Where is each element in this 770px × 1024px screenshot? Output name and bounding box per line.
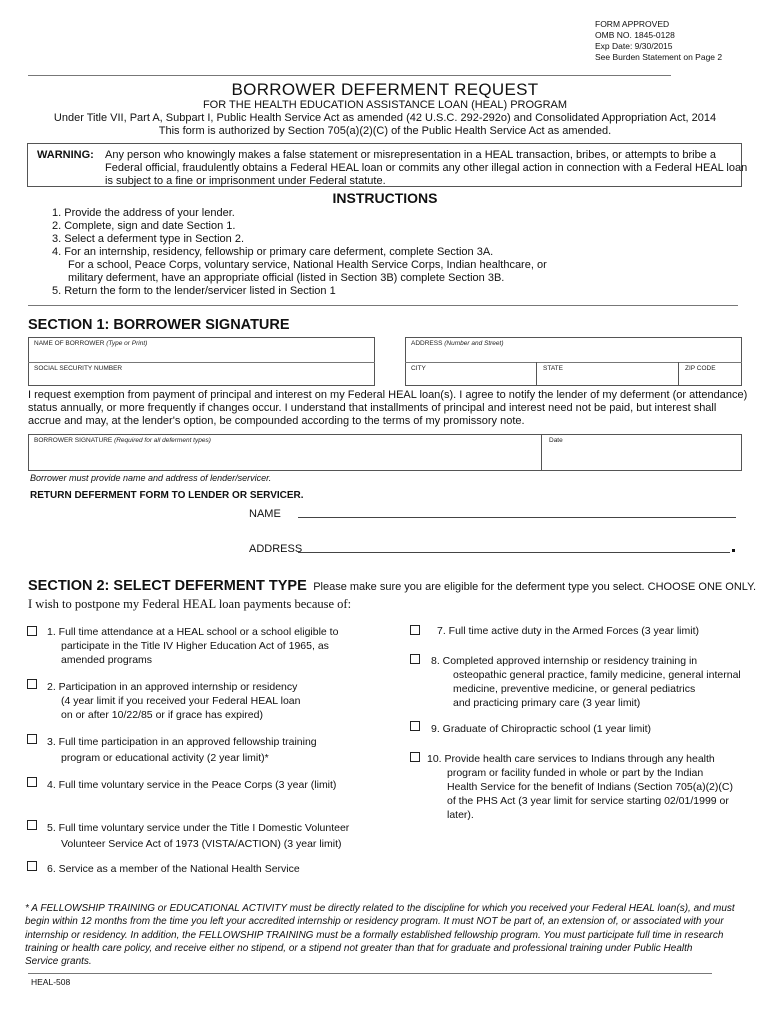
- signature-hint: (Required for all deferment types): [114, 437, 211, 444]
- date-field[interactable]: [541, 435, 543, 471]
- deferment-option-3-checkbox[interactable]: [27, 734, 37, 744]
- deferment-option-7: 7. Full time active duty in the Armed Forces (3 year limit): [437, 625, 700, 637]
- fellowship-footnote: * A FELLOWSHIP TRAINING or EDUCATIONAL ACTIVITY must be directly related to the discipline for which you received your Federal HEAL loan(s), and must begin within 12 months from the time you left your accredited internship or residency program. It must NOT be part of, an extension of, or associated with your internship or residency. In addition, the FELLOWSHIP TRAINING must be a formally established fellowship program. You must participate full time in research training or health care policy, and receive either no stipend, or a stipend not greater than that for graduate and professional training under Public Health Service grants.: [25, 903, 735, 968]
- footer-divider: [28, 973, 712, 974]
- borrower-name-field[interactable]: [28, 337, 375, 386]
- authority-line-1: Under Title VII, Part A, Subpart I, Public Health Service Act as amended (42 U.S.C. 292-292o) and Consolidated Appropriation Act, 2014: [53, 112, 717, 124]
- deferment-option-6-checkbox[interactable]: [27, 861, 37, 871]
- borrower-name-hint: (Type or Print): [106, 340, 148, 347]
- warning-text: Any person who knowingly makes a false statement or misrepresentation in a HEAL transaction, bribes, or attempts to bribe a Federal official, fraudulently obtains a Federal HEAL loan or commits any other illegal action in connection with a Federal HEAL loan is subject to a fine or imprisonment under Federal statute.: [105, 149, 748, 187]
- borrower-name-label: NAME OF BORROWER: [34, 340, 105, 347]
- ssn-label: SOCIAL SECURITY NUMBER: [34, 365, 123, 372]
- form-header-info: [595, 19, 722, 63]
- form-id: HEAL-508: [31, 977, 71, 987]
- deferment-option-4: 4. Full time voluntary service in the Peace Corps (3 year (limit): [47, 779, 337, 791]
- field-divider: [28, 362, 375, 363]
- deferment-option-5-checkbox[interactable]: [27, 820, 37, 830]
- lender-address-label: ADDRESS: [249, 543, 303, 555]
- expiration-date: Exp Date: 9/30/2015: [595, 41, 673, 51]
- instruction-item: military deferment, have an appropriate official (listed in Section 3B) complete Section 3B.: [68, 272, 505, 284]
- form-approved-text: FORM APPROVED: [595, 19, 670, 29]
- omb-number: OMB NO. 1845-0128: [595, 30, 675, 40]
- deferment-option-6: 6. Service as a member of the National Health Service: [47, 863, 300, 875]
- deferment-option-10: 10. Provide health care services to Indians through any health program or facility funded in whole or part by the Indian Health Service for the benefit of Indians (Section 705(a)(2)(C) of the PHS Act (3 year limit for service starting 02/01/1999 or later).: [427, 753, 733, 821]
- address-hint: (Number and Street): [444, 340, 504, 347]
- lender-address-input[interactable]: [298, 552, 730, 553]
- deferment-option-7-checkbox[interactable]: [410, 625, 420, 635]
- instructions-list: [52, 207, 547, 298]
- deferment-option-8: 8. Completed approved internship or residency training in osteopathic general practice, family medicine, general internal medicine, preventive medicine, or general pediatrics and practicing primary care (3 year limit): [431, 655, 741, 709]
- city-label: CITY: [411, 365, 426, 372]
- warning-label: WARNING:: [37, 149, 94, 161]
- field-divider: [405, 362, 742, 363]
- instruction-item: 2. Complete, sign and date Section 1.: [52, 220, 236, 232]
- zip-field[interactable]: [678, 362, 680, 386]
- deferment-option-9: 9. Graduate of Chiropractic school (1 year limit): [431, 723, 652, 735]
- burden-statement-ref: See Burden Statement on Page 2: [595, 52, 723, 62]
- borrower-signature-field[interactable]: [28, 434, 742, 471]
- section2-heading: [28, 577, 756, 595]
- deferment-option-5: 5. Full time voluntary service under the Title I Domestic Volunteer Volunteer Service Act of 1973 (VISTA/ACTION) (3 year limit): [47, 822, 350, 850]
- deferment-option-1-checkbox[interactable]: [27, 626, 37, 636]
- address-label: ADDRESS: [411, 340, 443, 347]
- section1-title: SECTION 1: BORROWER SIGNATURE: [28, 317, 290, 333]
- header-divider: [28, 75, 671, 76]
- page-title: BORROWER DEFERMENT REQUEST: [231, 80, 539, 99]
- instruction-item: 3. Select a deferment type in Section 2.: [52, 233, 245, 245]
- return-note: RETURN DEFERMENT FORM TO LENDER OR SERVICER.: [30, 490, 304, 501]
- lender-name-label: NAME: [249, 508, 281, 520]
- deferment-option-3: 3. Full time participation in an approved fellowship training program or educational activity (2 year limit)*: [47, 736, 317, 764]
- lender-name-input[interactable]: [298, 517, 736, 518]
- instructions-divider: [28, 305, 738, 306]
- deferment-option-4-checkbox[interactable]: [27, 777, 37, 787]
- deferment-option-2-checkbox[interactable]: [27, 679, 37, 689]
- instruction-item: For a school, Peace Corps, voluntary service, National Health Service Corps, Indian healthcare, or: [68, 259, 547, 271]
- deferment-option-8-checkbox[interactable]: [410, 654, 420, 664]
- instructions-title: INSTRUCTIONS: [332, 190, 438, 206]
- deferment-option-10-checkbox[interactable]: [410, 752, 420, 762]
- address-end-dot: [732, 549, 735, 552]
- instruction-item: 5. Return the form to the lender/servicer listed in Section 1: [52, 285, 336, 297]
- exemption-statement: I request exemption from payment of principal and interest on my Federal HEAL loan(s). I agree to notify the lender of my deferment (or attendance) status annually, or more frequently if changes occur. I understand that installments of principal and interest need not be paid, but interest shall accrue and may, at the lender's option, be compounded according to the terms of my promissory note.: [28, 389, 748, 427]
- borrower-address-field[interactable]: [405, 337, 742, 386]
- deferment-option-9-checkbox[interactable]: [410, 721, 420, 731]
- deferment-option-1: 1. Full time attendance at a HEAL school or a school eligible to participate in the Title IV Higher Education Act of 1965, as amended programs: [47, 626, 339, 666]
- section2-prompt: I wish to postpone my Federal HEAL loan payments because of:: [28, 597, 352, 611]
- instruction-item: 1. Provide the address of your lender.: [52, 207, 235, 219]
- date-label: Date: [549, 437, 563, 444]
- instruction-item: 4. For an internship, residency, fellowship or primary care deferment, complete Section 3A.: [52, 246, 494, 258]
- program-subtitle: FOR THE HEALTH EDUCATION ASSISTANCE LOAN (HEAL) PROGRAM: [202, 99, 568, 111]
- state-field[interactable]: [536, 362, 538, 386]
- deferment-option-2: 2. Participation in an approved internship or residency (4 year limit if you received your Federal HEAL loan on or after 10/22/85 or if grace has expired): [47, 681, 301, 721]
- lender-note: Borrower must provide name and address of lender/servicer.: [30, 473, 272, 483]
- authority-line-2: This form is authorized by Section 705(a)(2)(C) of the Public Health Service Act as amended.: [158, 125, 612, 137]
- warning-box: [27, 143, 748, 187]
- section2-subtitle: Please make sure you are eligible for the deferment type you select. CHOOSE ONE ONLY.: [313, 581, 757, 593]
- section2-title: SECTION 2: SELECT DEFERMENT TYPE: [28, 578, 307, 594]
- zip-label: ZIP CODE: [685, 365, 716, 372]
- signature-label: BORROWER SIGNATURE: [34, 437, 113, 444]
- state-label: STATE: [543, 365, 563, 372]
